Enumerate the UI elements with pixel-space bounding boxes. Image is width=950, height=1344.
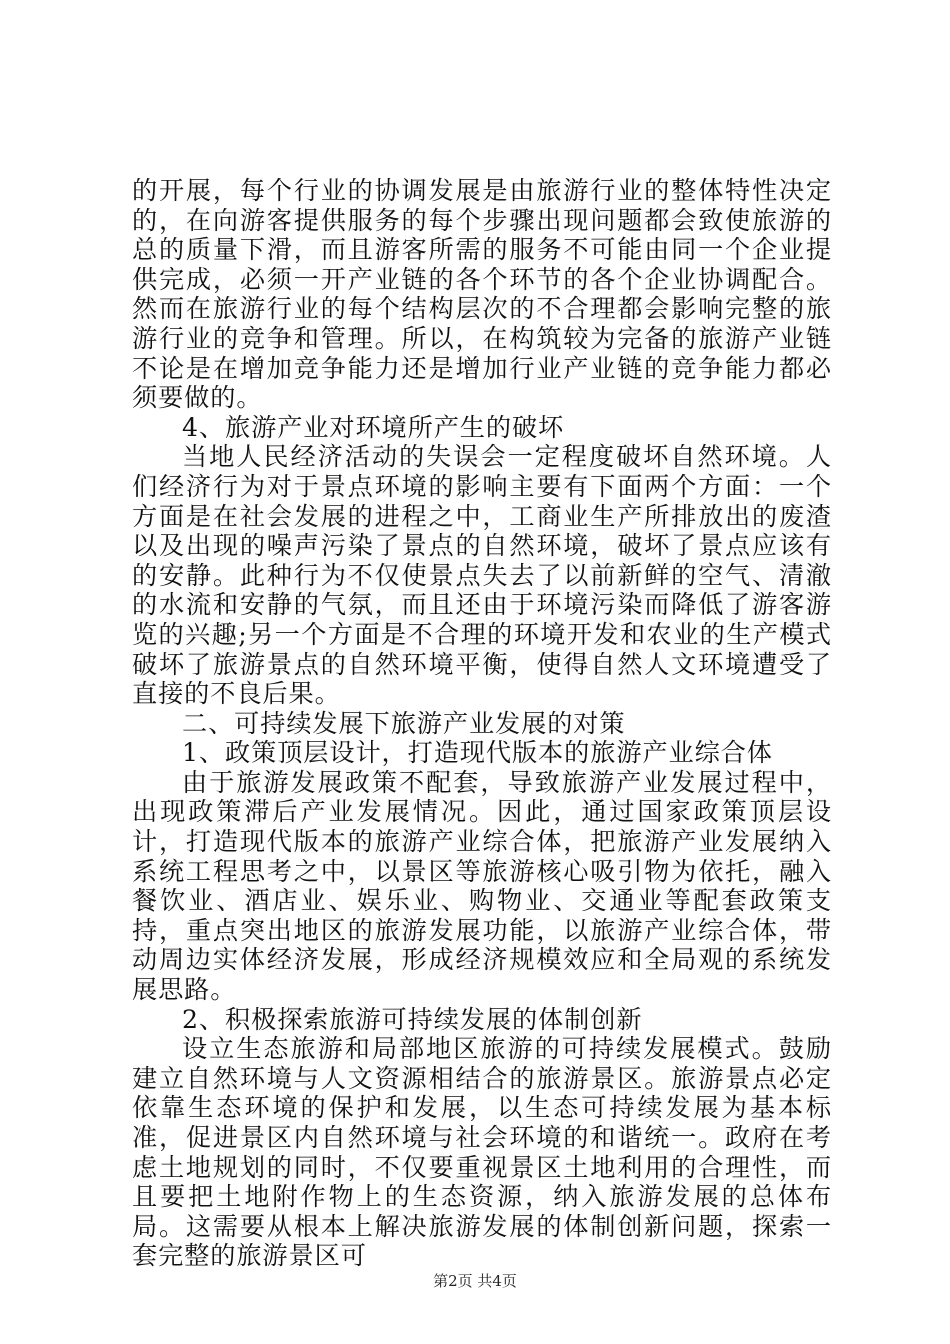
section-heading-countermeasures: 二、可持续发展下旅游产业发展的对策	[182, 708, 626, 738]
page-number-footer: 第2页 共4页	[433, 1272, 517, 1290]
paragraph-policy-design: 由于旅游发展政策不配套，导致旅游产业发展过程中，出现政策滞后产业发展情况。因此，通过国家政策顶层设计，打造现代版本的旅游产业综合体，把旅游产业发展纳入系统工程思考之中，以景区等旅游核心吸引物为依托，融入餐饮业、酒店业、娱乐业、购物业、交通业等配套政策支持，重点突出地区的旅游发展功能，以旅游产业综合体，带动周边实体经济发展，形成经济规模效应和全局观的系统发展思路。	[132, 767, 832, 1005]
document-body	[132, 176, 832, 1271]
section-heading-environment-damage: 4、旅游产业对环境所产生的破坏	[182, 412, 565, 442]
paragraph-institutional-innovation: 设立生态旅游和局部地区旅游的可持续发展模式。鼓励建立自然环境与人文资源相结合的旅游景区。旅游景点必定依靠生态环境的保护和发展，以生态可持续发展为基本标准，促进景区内自然环境与社会环境的和谐统一。政府在考虑土地规划的同时，不仅要重视景区土地利用的合理性，而且要把土地附作物上的生态资源，纳入旅游发展的总体布局。这需要从根本上解决旅游发展的体制创新问题，探索一套完整的旅游景区可	[132, 1034, 832, 1271]
subsection-heading-policy-design: 1、政策顶层设计，打造现代版本的旅游产业综合体	[182, 738, 773, 768]
paragraph-continuation: 的开展，每个行业的协调发展是由旅游行业的整体特性决定的，在向游客提供服务的每个步骤出现问题都会致使旅游的总的质量下滑，而且游客所需的服务不可能由同一个企业提供完成，必须一开产业链的各个环节的各个企业协调配合。然而在旅游行业的每个结构层次的不合理都会影响完整的旅游行业的竞争和管理。所以，在构筑较为完备的旅游产业链不论是在增加竞争能力还是增加行业产业链的竞争能力都必须要做的。	[132, 176, 832, 413]
paragraph-environment-damage: 当地人民经济活动的失误会一定程度破坏自然环境。人们经济行为对于景点环境的影响主要有下面两个方面：一个方面是在社会发展的进程之中，工商业生产所排放出的废渣以及出现的噪声污染了景点的自然环境，破坏了景点应该有的安静。此种行为不仅使景点失去了以前新鲜的空气、清澈的水流和安静的气氛，而且还由于环境污染而降低了游客游览的兴趣;另一个方面是不合理的环境开发和农业的生产模式破坏了旅游景点的自然环境平衡，使得自然人文环境遭受了直接的不良后果。	[132, 442, 832, 709]
subsection-heading-institutional-innovation: 2、积极探索旅游可持续发展的体制创新	[182, 1004, 643, 1034]
